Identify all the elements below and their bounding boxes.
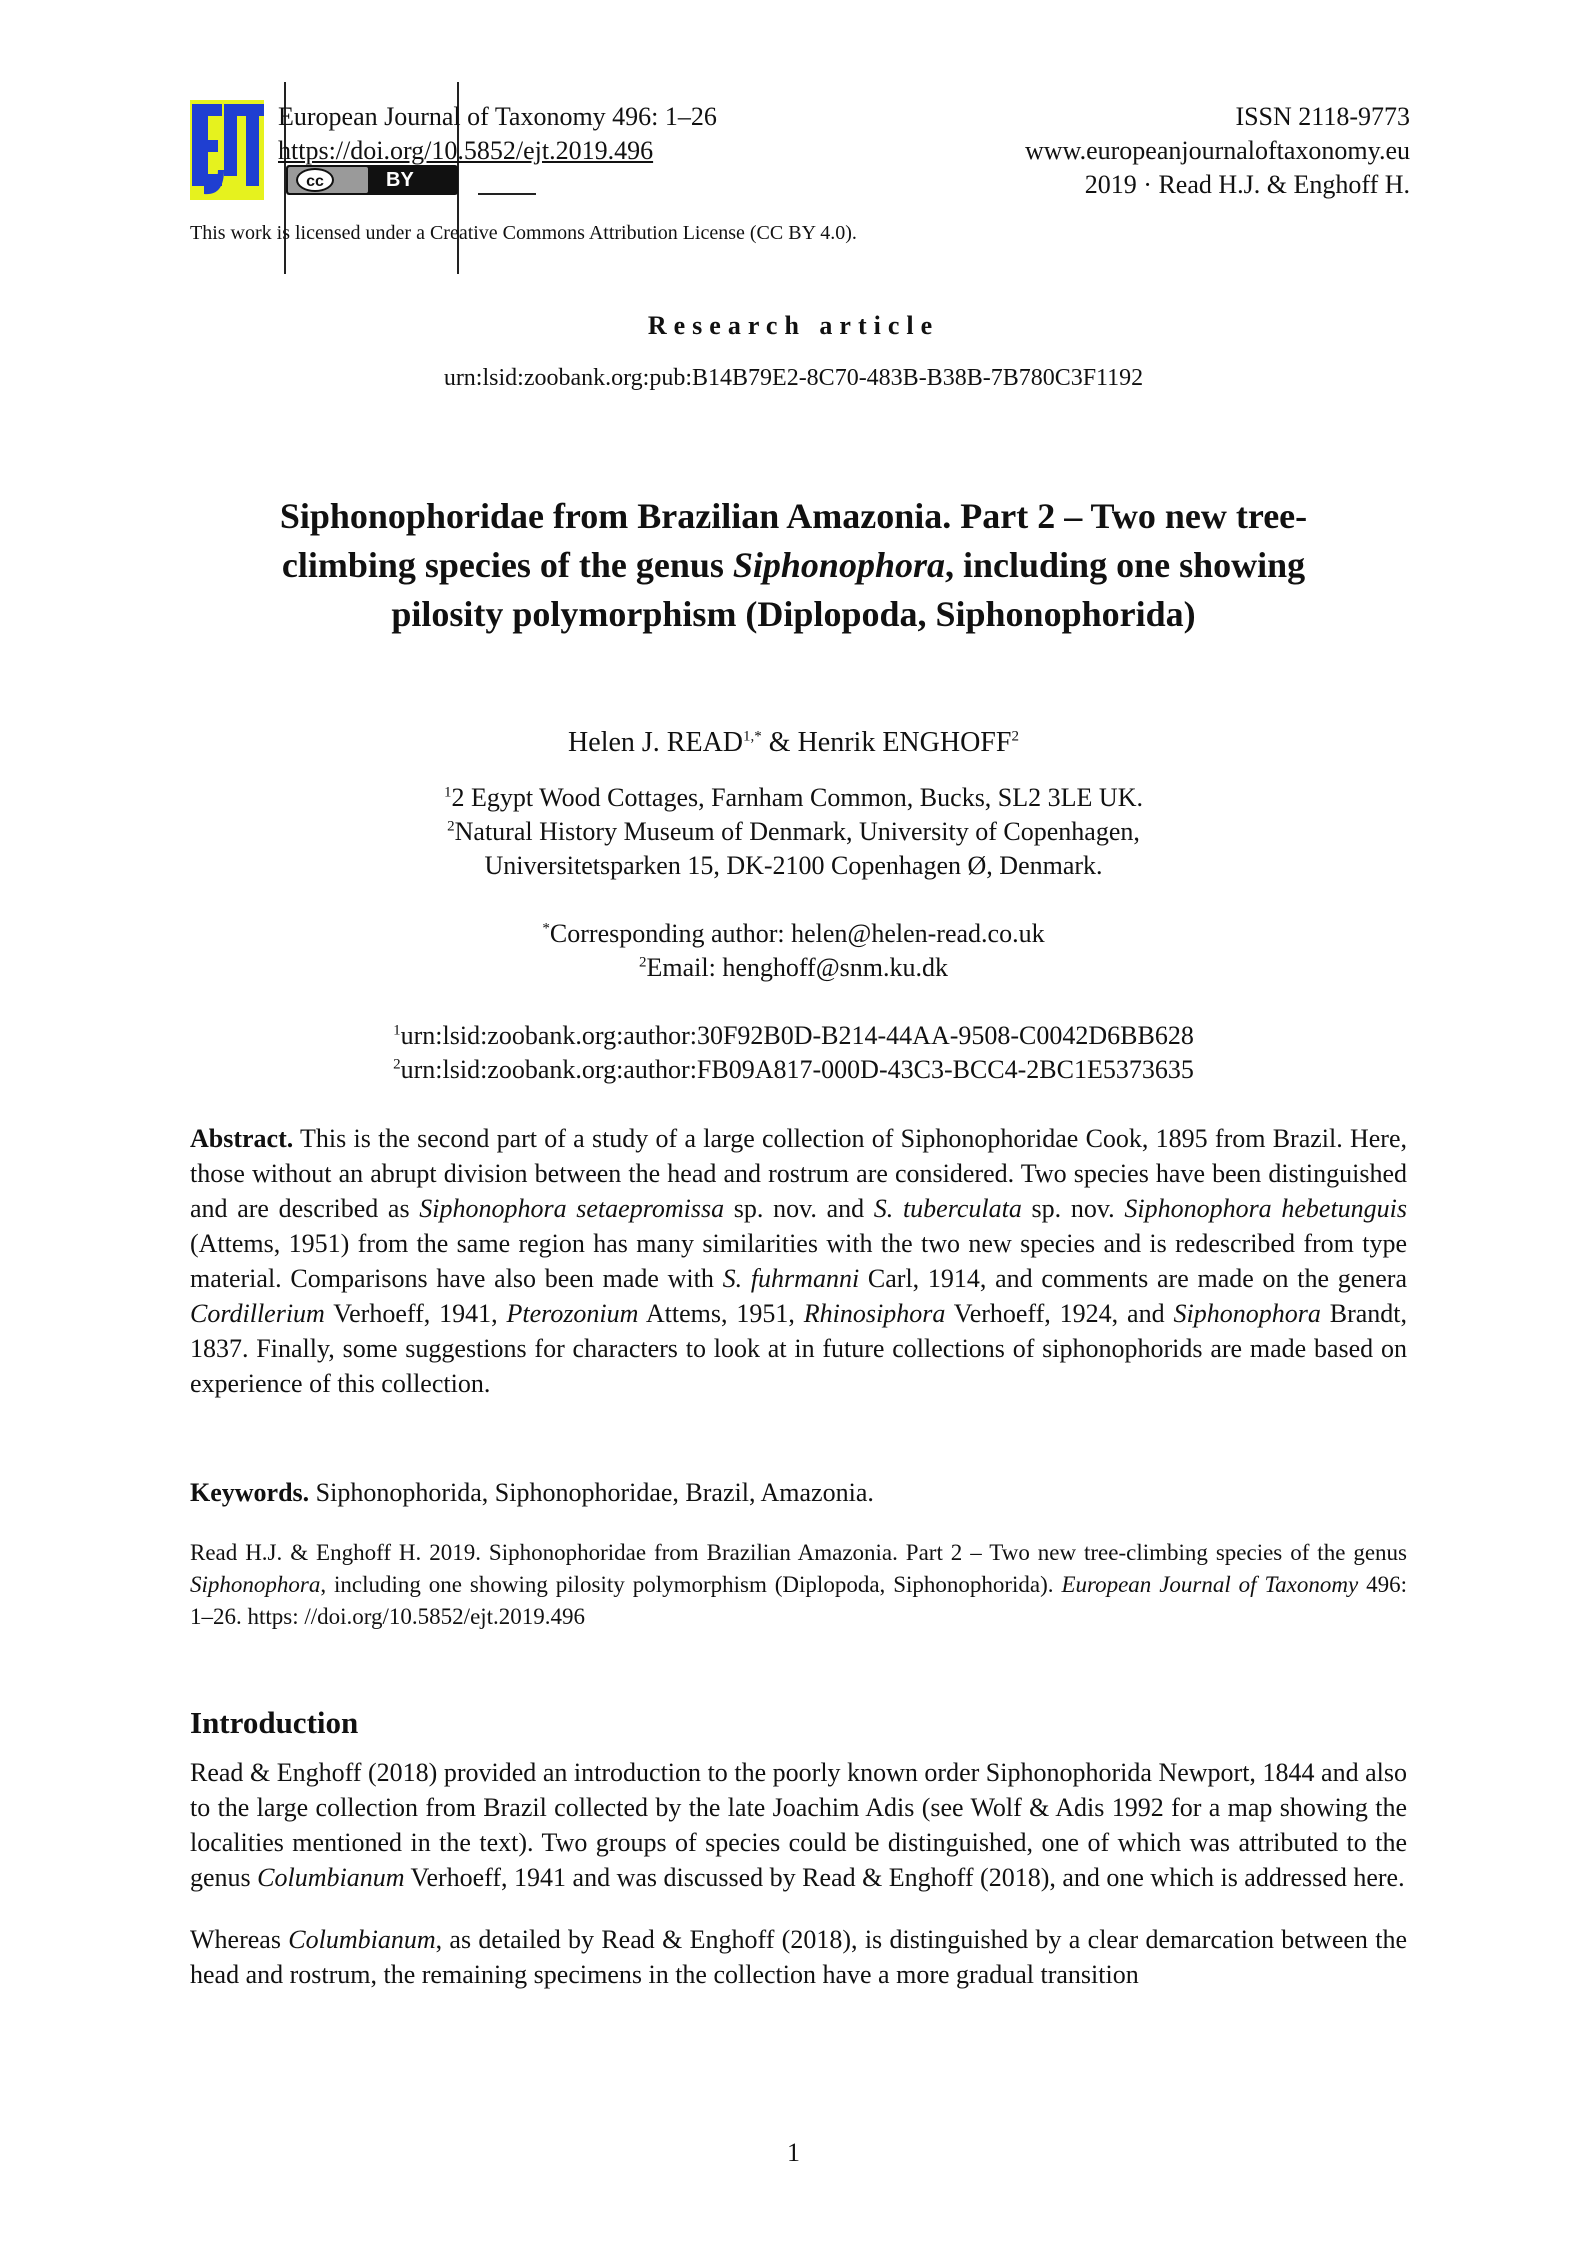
article-type: Research article — [647, 311, 940, 340]
journal-website[interactable]: www.europeanjournaloftaxonomy.eu — [1024, 136, 1410, 165]
contact-emails: *Corresponding author: helen@helen-read.co.uk $^2$Email: henghoff@snm.ku.dk — [542, 919, 1045, 982]
intro-paragraph-1: Read & Enghoff (2018) provided an introduction to the poorly known order Siphonophorida Newport, 1844 and also to the large collection from Brazil collected by the late Joachim Adis (see Wolf & Adis 1992 for a map showing the localities mentioned in the text). Two groups of species could be distinguished, one of which was attributed to the genus Columbianum Verhoeff, 1941 and was discussed by Read & Enghoff (2018), and one which is addressed here. — [190, 1758, 1407, 1892]
introduction-heading: Introduction — [190, 1705, 359, 1740]
header-underline — [478, 193, 536, 195]
abstract: Abstract. This is the second part of a study of a large collection of Siphonophoridae Cook, 1895 from Brazil. Here, those without an abrupt division between the head and rostrum are considered. Two species have been distinguished and are described as Siphonophora setaepromissa sp. nov. and S. tuberculata sp. nov. Siphonophora hebetunguis (Attems, 1951) from the same region has many similarities with the two new species and is redescribed from type material. Comparisons have also been made with S. fuhrmanni Carl, 1914, and comments are made on the genera Cordillerium Verhoeff, 1941, Pterozonium Attems, 1951, Rhinosiphora Verhoeff, 1924, and Siphonophora Brandt, 1837. Finally, some suggestions for characters to look at in future collections of siphonophorids are made based on experience of this collection. — [190, 1124, 1408, 1398]
corresponding-author[interactable]: Corresponding author: helen@helen-read.co.uk — [549, 919, 1045, 948]
logo-letter-j — [224, 104, 237, 176]
author-lsids: $^1$urn:lsid:zoobank.org:author:30F92B0D-B214-44AA-9508-C0042D6BB628 $^2$urn:lsid:zoobank.org:author:FB09A817-000D-43C3-BCC4-2BC1E5373635 — [393, 1021, 1194, 1084]
license-text: This work is licensed under a Creative Commons Attribution License (CC BY 4.0). — [190, 222, 857, 244]
email-enghoff[interactable]: Email: henghoff@snm.ku.dk — [646, 953, 948, 982]
cc-icon: cc — [296, 168, 334, 192]
abstract-label: Abstract. — [190, 1124, 294, 1153]
citation: Read H.J. & Enghoff H. 2019. Siphonophoridae from Brazilian Amazonia. Part 2 – Two new tree-climbing species of the genus Siphonophora, including one showing pilosity polymorphism (Diplopoda, Siphonophorida). European Journal of Taxonomy 496: 1–26. https: //doi.org/10.5852/ejt.2019.496 — [190, 1540, 1407, 1629]
author-read: Helen J. READ — [568, 727, 744, 758]
by-label: BY — [386, 169, 414, 191]
keywords: Keywords. Siphonophorida, Siphonophoridae, Brazil, Amazonia. — [190, 1478, 874, 1507]
author-enghoff: Henrik ENGHOFF — [797, 727, 1012, 758]
keywords-label: Keywords. — [190, 1478, 310, 1507]
article-urn: urn:lsid:zoobank.org:pub:B14B79E2-8C70-483B-B38B-7B780C3F1192 — [443, 365, 1144, 391]
journal-line: European Journal of Taxonomy 496: 1–26 — [278, 102, 717, 131]
ejt-logo — [190, 100, 264, 200]
intro-paragraph-2: Whereas Columbianum, as detailed by Read & Enghoff (2018), is distinguished by a clear demarcation between the head and rostrum, the remaining specimens in the collection have a more gradual transition — [190, 1925, 1407, 1989]
issn: ISSN 2118-9773 — [1235, 102, 1410, 131]
cc-by-badge[interactable] — [286, 165, 458, 195]
doi-link[interactable]: https://doi.org/10.5852/ejt.2019.496 — [278, 136, 654, 165]
page-number: 1 — [787, 2138, 800, 2167]
year-authors: 2019 · Read H.J. & Enghoff H. — [1084, 170, 1410, 199]
affiliations: $^1$2 Egypt Wood Cottages, Farnham Common, Bucks, SL2 3LE UK. $^2$Natural History Museum of Denmark, University of Copenhagen, Universitetsparken 15, DK-2100 Copenhagen Ø, Denmark. — [444, 783, 1143, 880]
article-title: Siphonophoridae from Brazilian Amazonia. Part 2 – Two new tree- climbing species of the genus Siphonophora, including one showing pilosity polymorphism (Diplopoda, Siphonophorida) — [279, 496, 1308, 634]
authors: Helen J. $READ^{1,*}$ & Henrik ENGHOFF$^2$ — [568, 727, 1019, 758]
